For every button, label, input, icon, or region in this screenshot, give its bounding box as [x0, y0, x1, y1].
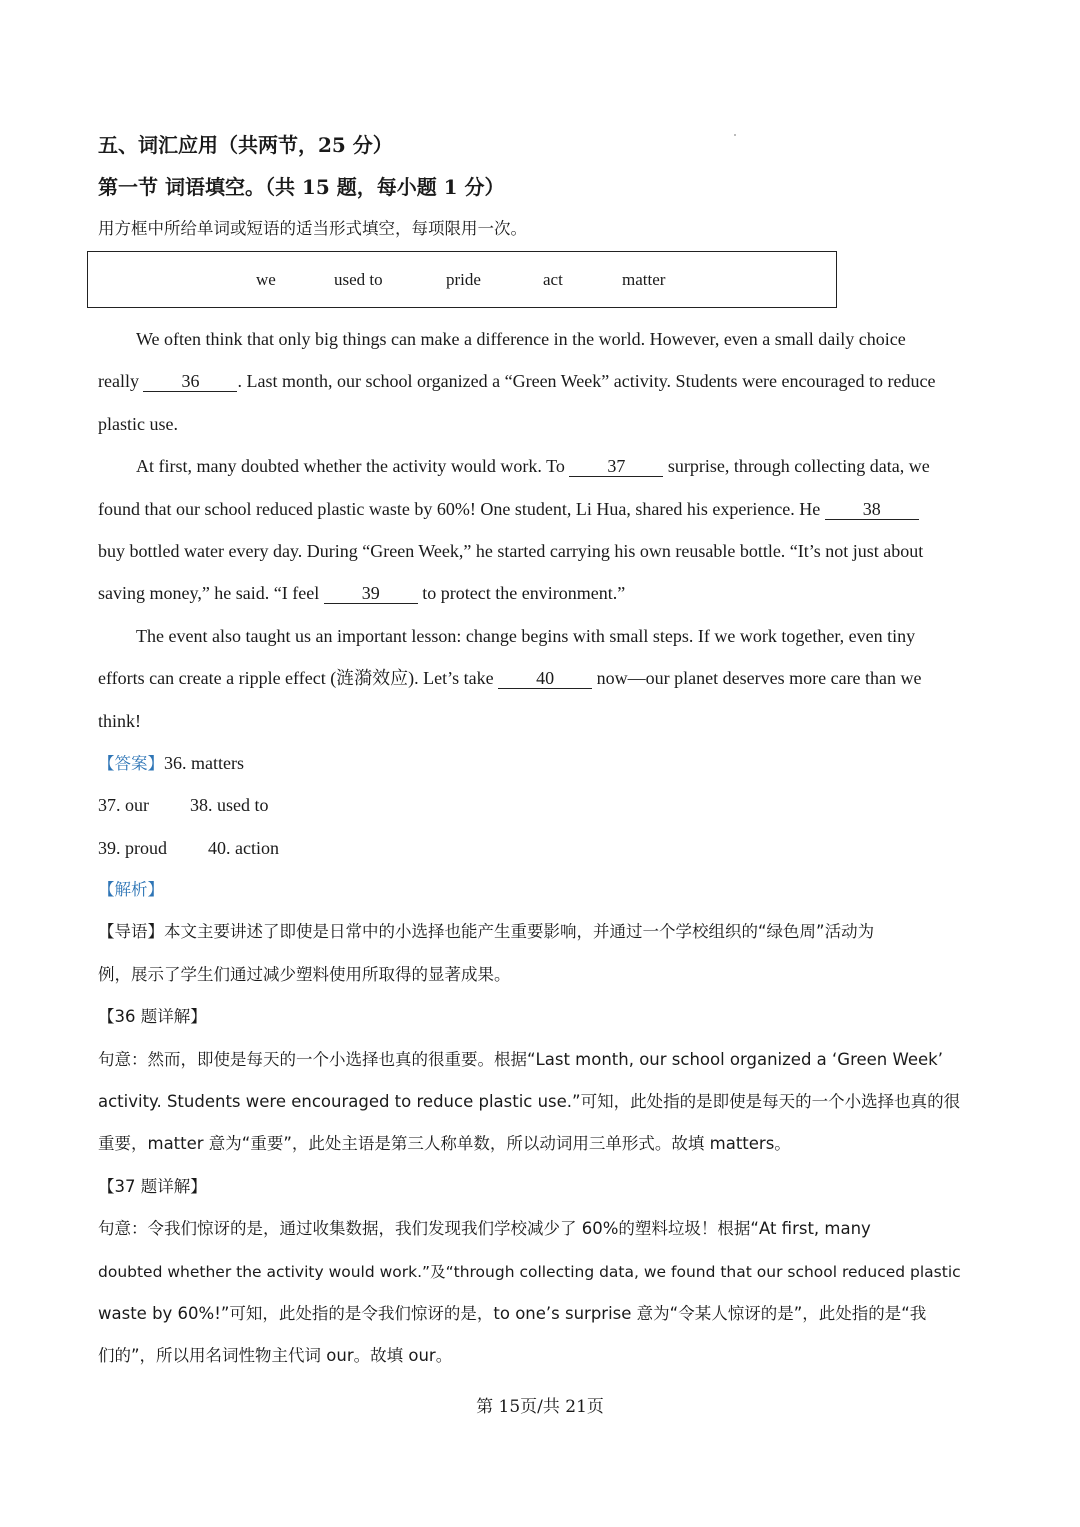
- passage-line: [98, 572, 984, 614]
- analysis-label: 【解析】: [98, 880, 164, 900]
- passage-line: buy bottled water every day. During “Green Week,” he started carrying his own reusable bottle. “It’s not just about: [98, 540, 924, 561]
- passage-line: [98, 488, 984, 530]
- answer-line: [98, 827, 984, 869]
- answer-line: [98, 784, 984, 826]
- analysis-line: 句意：然而，即使是每天的一个小选择也真的很重要。根据“Last month, our school organized a ‘Green Week’: [98, 1049, 943, 1069]
- answer-item: 36. matters: [164, 752, 244, 773]
- blank-36: 36: [143, 371, 237, 392]
- analysis-line: 句意：令我们惊讶的是，通过收集数据，我们发现我们学校减少了 60%的塑料垃圾！根据“At first, many: [98, 1219, 871, 1239]
- q36-title: 【36 题详解】: [98, 1007, 207, 1027]
- word-box: [87, 251, 837, 308]
- passage-line: We often think that only big things can make a difference in the world. However, even a small daily choice: [136, 329, 906, 349]
- passage-line: [98, 360, 984, 402]
- answer-line: [98, 742, 984, 784]
- analysis-line: 【导语】本文主要讲述了即使是日常中的小选择也能产生重要影响，并通过一个学校组织的“绿色周”活动为: [98, 922, 875, 942]
- passage-text: now—our planet deserves more care than we: [592, 668, 922, 689]
- document-page: [98, 128, 984, 1366]
- passage-line: The event also taught us an important lesson: change begins with small steps. If we work together, even tiny: [136, 625, 916, 646]
- passage-text: . Last month, our school organized a “Green Week” activity. Students were encouraged to reduce: [237, 371, 936, 392]
- answer-label: 【答案】: [98, 753, 164, 773]
- subsection-title: 第一节 词语填空。（共 15 题，每小题 1 分）: [98, 175, 505, 199]
- passage-text: At first, many doubted whether the activity would work. To: [136, 456, 570, 477]
- analysis-line: 重要，matter 意为“重要”，此处主语是第三人称单数，所以动词用三单形式。故填 matters。: [98, 1134, 791, 1154]
- analysis-line: activity. Students were encouraged to reduce plastic use.”可知，此处指的是即使是每天的一个小选择也真的很: [98, 1092, 961, 1112]
- answer-item: 40. action: [208, 837, 279, 858]
- passage-text: to protect the environment.”: [417, 583, 626, 604]
- passage-line: [98, 445, 984, 487]
- section-title: 五、词汇应用（共两节，25 分）: [98, 133, 393, 157]
- word-box-item: matter: [622, 270, 666, 289]
- blank-38: 38: [825, 499, 919, 520]
- blank-40: 40: [498, 668, 592, 689]
- instruction: 用方框中所给单词或短语的适当形式填空，每项限用一次。: [98, 219, 527, 238]
- passage-line: plastic use.: [98, 413, 178, 434]
- passage-text: saving money,” he said. “I feel: [98, 583, 324, 604]
- passage-line: [98, 657, 984, 699]
- passage-line: think!: [98, 710, 141, 731]
- passage-text: surprise, through collecting data, we: [663, 456, 930, 477]
- blank-37: 37: [569, 456, 663, 477]
- word-box-item: we: [256, 270, 276, 289]
- analysis-line: doubted whether the activity would work.”及“through collecting data, we found that our school reduced plastic: [98, 1262, 961, 1281]
- passage-text: efforts can create a ripple effect (涟漪效应). Let’s take: [98, 668, 499, 689]
- passage-text: really: [98, 371, 144, 392]
- word-box-item: act: [543, 270, 563, 289]
- analysis-line: 例，展示了学生们通过减少塑料使用所取得的显著成果。: [98, 964, 511, 984]
- q37-title: 【37 题详解】: [98, 1176, 207, 1196]
- word-box-item: pride: [446, 270, 481, 289]
- passage: [98, 318, 984, 1378]
- answer-item: 37. our: [98, 795, 149, 816]
- passage-text: found that our school reduced plastic waste by 60%! One student, Li Hua, shared his experience. He: [98, 498, 825, 519]
- page-footer: 第 15页/共 21页: [476, 1397, 604, 1417]
- blank-39: 39: [324, 583, 418, 604]
- analysis-line: 们的”，所以用名词性物主代词 our。故填 our。: [98, 1346, 453, 1366]
- answer-item: 38. used to: [190, 795, 269, 816]
- analysis-line: waste by 60%!”可知，此处指的是令我们惊讶的是，to one’s surprise 意为“令某人惊讶的是”，此处指的是“我: [98, 1303, 927, 1323]
- answer-item: 39. proud: [98, 837, 167, 858]
- word-box-item: used to: [334, 270, 383, 289]
